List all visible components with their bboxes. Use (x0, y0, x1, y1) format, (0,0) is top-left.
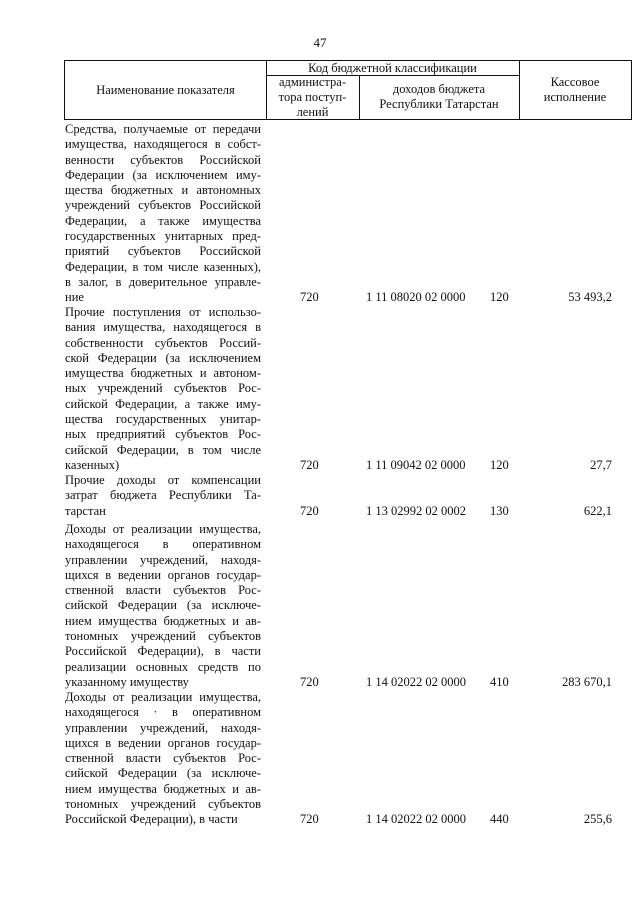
indicator-name-line: Российской Федерации), в части (65, 812, 238, 827)
indicator-name (65, 522, 261, 690)
indicator-name-line: ственной власти субъектов Рос- (65, 583, 261, 598)
indicator-name-line: имущества, находящегося в собст- (65, 137, 261, 152)
cash-amount: 283 670,1 (562, 675, 612, 689)
indicator-name-line: в залог, в доверительное управле- (65, 274, 261, 289)
table-header (64, 60, 632, 120)
indicator-name-line: щества государственных унитар- (65, 412, 261, 427)
cash-amount: 53 493,2 (568, 290, 612, 305)
indicator-name-line: нием имущества бюджетных и ав- (65, 781, 261, 796)
indicator-name-line: тономных учреждений субъектов (65, 797, 261, 812)
indicator-name-line: управлении учреждений, находя- (65, 552, 261, 567)
header-admin-line: лений (296, 104, 329, 119)
indicator-name (65, 305, 261, 473)
indicator-name-line: приятий субъектов Российской (65, 244, 261, 259)
indicator-name-line: ской Федерации (за исключением (65, 350, 261, 365)
header-cash-line: исполнение (543, 90, 607, 104)
indicator-name-line: Российской Федерации), в части (65, 644, 261, 659)
header-income-line: доходов бюджета (392, 82, 486, 96)
indicator-name (65, 122, 261, 306)
kosgu-code: 120 (490, 290, 509, 305)
indicator-name-line: находящегося в оперативном (65, 537, 261, 552)
indicator-name-line: собственности субъектов Россий- (65, 335, 261, 350)
header-income-column (359, 75, 520, 120)
indicator-name-line: ных учреждений субъектов Рос- (65, 381, 261, 396)
indicator-name-line: учреждений субъектов Российской (65, 198, 261, 213)
admin-code: 720 (300, 675, 319, 689)
indicator-name-line: Доходы от реализации имущества, (65, 690, 261, 704)
admin-code: 720 (300, 458, 319, 472)
indicator-name-line: Федерации (за исключением иму- (65, 167, 261, 182)
header-code-group: Код бюджетной классификации (266, 60, 520, 76)
indicator-name-line: сийской Федерации, а также иму- (65, 396, 261, 411)
indicator-name-line: ственной власти субъектов Рос- (65, 751, 261, 766)
kosgu-code: 410 (490, 675, 509, 689)
header-cash-column (519, 60, 632, 120)
header-admin-line: тора поступ- (278, 89, 347, 104)
indicator-name-line: ных предприятий субъектов Рос- (65, 427, 261, 442)
indicator-name-line: Федерации, а также имущества (65, 213, 261, 228)
header-cash-line: Кассовое (550, 75, 600, 89)
indicator-name-line: сийской Федерации, в том числе (65, 442, 261, 457)
income-code: 1 13 02992 02 0002 (366, 503, 466, 518)
indicator-name (65, 690, 261, 828)
header-admin-line: администра- (278, 74, 346, 89)
indicator-name-line: щихся в ведении органов государ- (65, 735, 261, 750)
income-code: 1 11 09042 02 0000 (366, 458, 466, 472)
header-admin-column (266, 75, 360, 120)
indicator-name-line: щества бюджетных и автономных (65, 183, 261, 198)
indicator-name-line: Федерации, в том числе казенных), (65, 259, 261, 274)
indicator-name-line: находящегося · в оперативном (65, 705, 261, 720)
indicator-name (65, 473, 261, 519)
indicator-name-line: государственных унитарных пред- (65, 229, 261, 244)
indicator-name-line: Прочие доходы от компенсации (65, 473, 261, 487)
admin-code: 720 (300, 290, 319, 305)
income-code: 1 14 02022 02 0000 (366, 675, 466, 689)
indicator-name-line: Средства, получаемые от передачи (65, 122, 261, 136)
admin-code: 720 (300, 812, 319, 827)
admin-code: 720 (300, 503, 319, 518)
indicator-name-line: тарстан (65, 503, 106, 518)
income-code: 1 14 02022 02 0000 (366, 812, 466, 827)
indicator-name-line: тономных учреждений субъектов (65, 629, 261, 644)
indicator-name-line: Прочие поступления от использо- (65, 305, 261, 319)
indicator-name-line: казенных) (65, 457, 120, 472)
kosgu-code: 130 (490, 503, 509, 518)
indicator-name-line: управлении учреждений, находя- (65, 720, 261, 735)
indicator-name-line: венности субъектов Российской (65, 152, 261, 167)
indicator-name-line: затрат бюджета Республики Та- (65, 488, 261, 503)
kosgu-code: 120 (490, 458, 509, 472)
indicator-name-line: Доходы от реализации имущества, (65, 522, 261, 536)
indicator-name-line: нием имущества бюджетных и ав- (65, 613, 261, 628)
indicator-name-line: имущества бюджетных и автоном- (65, 366, 261, 381)
income-code: 1 11 08020 02 0000 (366, 290, 466, 305)
indicator-name-line: ние (65, 290, 84, 305)
indicator-name-line: вания имущества, находящегося в (65, 320, 261, 335)
header-income-line: Республики Татарстан (379, 97, 499, 111)
cash-amount: 622,1 (583, 503, 612, 518)
indicator-name-line: указанному имуществу (65, 674, 189, 689)
cash-amount: 255,6 (583, 812, 612, 827)
indicator-name-line: сийской Федерации (за исключе- (65, 598, 261, 613)
page-number: 47 (313, 35, 327, 50)
kosgu-code: 440 (490, 812, 509, 827)
indicator-name-line: сийской Федерации (за исключе- (65, 766, 261, 781)
indicator-name-line: реализации основных средств по (65, 659, 261, 674)
indicator-name-line: щихся в ведении органов государ- (65, 567, 261, 582)
cash-amount: 27,7 (590, 458, 612, 472)
header-name-column: Наименование показателя (64, 60, 267, 120)
